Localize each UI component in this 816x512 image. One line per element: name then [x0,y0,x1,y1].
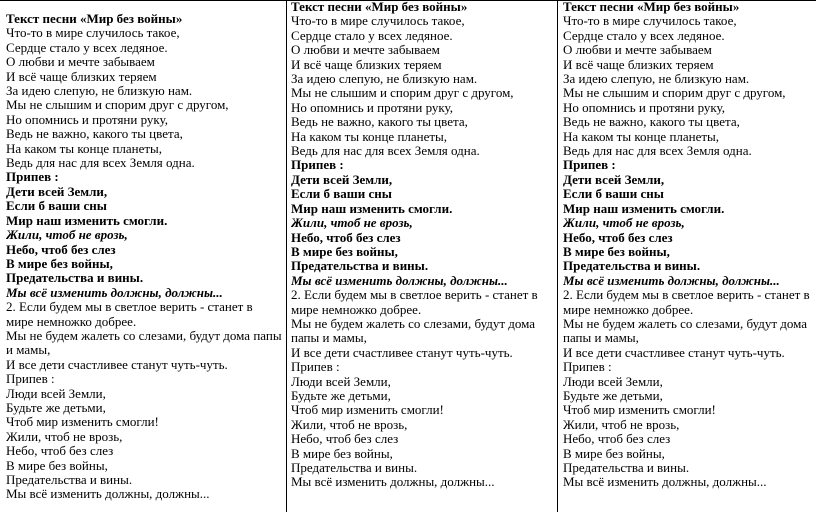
chorus2-label: Припев : [563,359,612,375]
chorus2-line: Предательства и вины. [291,460,418,475]
chorus2-line: В мире без войны, [563,445,665,461]
verse1-line: О любви и мечте забываем [6,54,155,70]
chorus1-line: Мы всё изменить должны, должны... [6,284,223,300]
chorus1-line: В мире без войны, [563,243,670,259]
verse1-line: О любви и мечте забываем [563,42,712,58]
lyrics-column-3 [563,0,816,512]
verse1-line: И всё чаще близких теряем [563,56,714,72]
column-divider-2 [557,0,558,512]
song-title: Текст песни «Мир без войны» [291,0,468,14]
chorus1-line: В мире без войны, [291,243,398,259]
chorus2-line: Жили, чтоб не врозь, [6,428,123,444]
column-divider-1 [286,0,287,512]
verse1-line: Ведь для нас для всех Земля одна. [563,143,752,159]
chorus1-line: Мы всё изменить должны, должны... [291,272,508,288]
chorus1-line: В мире без войны, [6,255,113,271]
chorus2-line: Мы всё изменить должны, должны... [6,486,210,502]
verse1-line: Что-то в мире случилось такое, [6,25,180,41]
chorus1-line: Предательства и вины. [291,258,429,274]
verse1-line: За идею слепую, не близкую нам. [563,71,750,87]
verse1-line: Но опомнись и протяни руку, [291,99,453,115]
chorus1-line: Мы всё изменить должны, должны... [563,272,780,288]
chorus2-line: Предательства и вины. [6,472,133,487]
chorus1-line: Предательства и вины. [563,258,701,274]
verse1-line: Ведь не важно, какого ты цвета, [6,126,183,142]
chorus2-line: Будьте же детьми, [563,387,663,403]
verse1-line: И всё чаще близких теряем [291,56,442,72]
verse1-line: Ведь для нас для всех Земля одна. [291,143,480,159]
chorus1-line: Мир наш изменить смогли. [563,200,725,216]
verse1-line: Что-то в мире случилось такое, [291,13,465,29]
chorus2-line: В мире без войны, [6,457,108,473]
chorus1-line: Если б ваши сны [291,186,392,202]
verse1-line: О любви и мечте забываем [291,42,440,58]
verse1-line: Но опомнись и протяни руку, [6,111,168,127]
chorus2-line: Будьте же детьми, [291,387,391,403]
chorus1-line: Мир наш изменить смогли. [291,200,453,216]
song-title: Текст песни «Мир без войны» [563,0,740,14]
verse1-line: На каком ты конце планеты, [6,140,163,156]
verse2-line: И все дети счастливее станут чуть-чуть. [291,344,513,360]
chorus1-line: Жили, чтоб не врозь, [563,215,685,231]
chorus2-line: Мы всё изменить должны, должны... [563,474,767,490]
verse1-line: Мы не слышим и спорим друг с другом, [6,97,229,113]
chorus2-line: Будьте же детьми, [6,399,106,415]
verse1-line: За идею слепую, не близкую нам. [291,71,478,87]
verse1-line: Сердце стало у всех ледяное. [6,39,168,55]
chorus1-line: Если б ваши сны [563,186,664,202]
chorus1-label: Припев : [563,157,616,173]
chorus1-line: Жили, чтоб не врозь, [6,227,128,243]
chorus1-line: Мир наш изменить смогли. [6,212,168,228]
chorus1-line: Если б ваши сны [6,198,107,214]
lyrics-column-2 [291,0,553,512]
verse1-line: И всё чаще близких теряем [6,68,157,84]
chorus2-line: Чтоб мир изменить смогли! [563,402,716,418]
verse1-line: На каком ты конце планеты, [563,128,720,144]
verse2-line: И все дети счастливее станут чуть-чуть. [6,356,228,372]
verse1-line: Ведь не важно, какого ты цвета, [291,114,468,130]
chorus2-line: Люди всей Земли, [291,373,391,389]
chorus1-line: Дети всей Земли, [563,171,665,187]
lyrics-column-1 [6,0,282,512]
chorus2-line: Жили, чтоб не врозь, [291,416,408,432]
chorus2-label: Припев : [291,359,340,375]
chorus1-line: Небо, чтоб без слез [563,229,673,245]
chorus2-line: Небо, чтоб без слез [563,431,671,447]
chorus1-label: Припев : [291,157,344,173]
verse1-line: Сердце стало у всех ледяное. [291,27,453,43]
verse2-line: Мы не будем жалеть со слезами, будут дома папы и мамы, [6,327,282,358]
verse1-line: Мы не слышим и спорим друг с другом, [563,85,786,101]
chorus1-line: Небо, чтоб без слез [291,229,401,245]
verse1-line: Сердце стало у всех ледяное. [563,27,725,43]
chorus2-line: Небо, чтоб без слез [6,443,114,459]
chorus1-line: Дети всей Земли, [6,183,108,199]
song-title: Текст песни «Мир без войны» [6,11,183,26]
chorus1-line: Предательства и вины. [6,270,144,286]
verse1-line: За идею слепую, не близкую нам. [6,83,193,99]
chorus2-line: Жили, чтоб не врозь, [563,416,680,432]
verse2-line: И все дети счастливее станут чуть-чуть. [563,344,785,360]
verse2-line: Мы не будем жалеть со слезами, будут дома папы и мамы, [291,315,536,346]
chorus1-line: Жили, чтоб не врозь, [291,215,413,231]
verse1-line: Но опомнись и протяни руку, [563,99,725,115]
chorus2-line: Мы всё изменить должны, должны... [291,474,495,490]
verse1-line: Что-то в мире случилось такое, [563,13,737,29]
chorus1-label: Припев : [6,169,59,185]
verse2-line: 2. Если будем мы в светлое верить - станет в мире немножко добрее. [291,287,538,317]
verse1-line: Ведь для нас для всех Земля одна. [6,155,195,171]
chorus2-line: Чтоб мир изменить смогли! [6,414,159,430]
verse1-line: Мы не слышим и спорим друг с другом, [291,85,514,101]
verse2-line: 2. Если будем мы в светлое верить - станет в мире немножко добрее. [563,287,810,317]
chorus2-line: В мире без войны, [291,445,393,461]
chorus2-line: Люди всей Земли, [6,385,106,401]
chorus1-line: Дети всей Земли, [291,171,393,187]
chorus2-line: Чтоб мир изменить смогли! [291,402,444,418]
verse1-line: На каком ты конце планеты, [291,128,448,144]
chorus2-line: Небо, чтоб без слез [291,431,399,447]
chorus1-line: Небо, чтоб без слез [6,241,116,257]
verse1-line: Ведь не важно, какого ты цвета, [563,114,740,130]
verse2-line: 2. Если будем мы в светлое верить - станет в мире немножко добрее. [6,299,253,329]
verse2-line: Мы не будем жалеть со слезами, будут дома папы и мамы, [563,315,808,346]
chorus2-line: Предательства и вины. [563,460,690,475]
chorus2-line: Люди всей Земли, [563,373,663,389]
chorus2-label: Припев : [6,371,55,387]
